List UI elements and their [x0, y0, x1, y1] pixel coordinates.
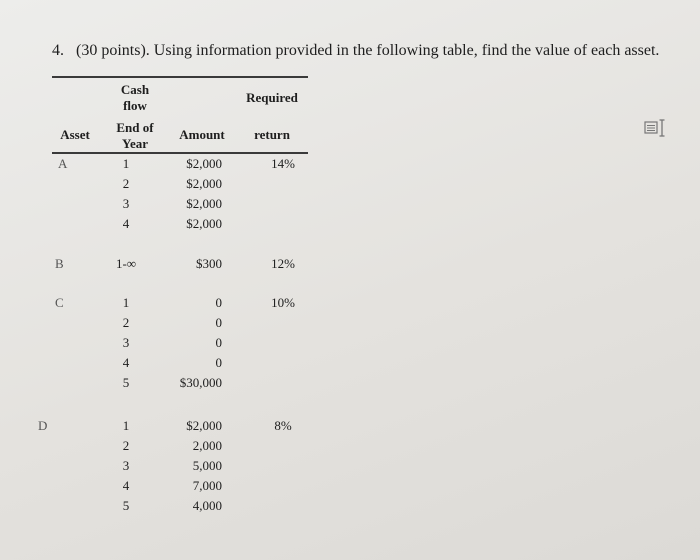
cash-flow-amount: 7,000	[192, 478, 222, 493]
cash-flow-year: 3	[122, 458, 130, 473]
cash-flow-year: 1-∞	[115, 256, 137, 271]
cash-flow-amount: $30,000	[179, 375, 222, 390]
asset-label: C	[55, 295, 64, 310]
cash-flow-amount: $2,000	[186, 418, 222, 433]
cash-flow-amount: 0	[215, 315, 222, 330]
cash-flow-amount: $2,000	[186, 156, 222, 171]
required-return: 12%	[271, 256, 295, 271]
header-return: return	[254, 127, 290, 142]
cash-flow-year: 1	[122, 418, 130, 433]
cash-flow-year: 4	[122, 478, 130, 493]
header-asset: Asset	[60, 127, 90, 142]
required-return: 14%	[271, 156, 295, 171]
cash-flow-year: 3	[122, 335, 130, 350]
required-return: 10%	[271, 295, 295, 310]
cash-flow-amount: 0	[215, 295, 222, 310]
header-end-of-year: End of Year	[116, 120, 154, 151]
required-return: 8%	[274, 418, 292, 433]
question-text	[52, 42, 659, 60]
asset-label: B	[55, 256, 64, 271]
cash-flow-year: 5	[122, 375, 130, 390]
cash-flow-amount: $300	[196, 256, 222, 271]
text-insert-icon[interactable]	[644, 118, 668, 143]
cash-flow-year: 1	[122, 295, 130, 310]
asset-label: A	[58, 156, 68, 171]
cash-flow-amount: $2,000	[186, 176, 222, 191]
asset-label: D	[38, 418, 48, 433]
cash-flow-year: 3	[122, 196, 130, 211]
cash-flow-year: 2	[122, 438, 130, 453]
header-cash-flow: Cash flow	[120, 82, 150, 113]
cash-flow-year: 4	[122, 216, 130, 231]
table-header-rule	[52, 152, 308, 154]
cash-flow-year: 2	[122, 176, 130, 191]
cash-flow-year: 2	[122, 315, 130, 330]
cash-flow-amount: 4,000	[192, 498, 222, 513]
cash-flow-year: 5	[122, 498, 130, 513]
cash-flow-year: 1	[122, 156, 130, 171]
cash-flow-year: 4	[122, 355, 130, 370]
header-required: Required	[246, 90, 298, 105]
question-number: 4.	[52, 42, 64, 59]
cash-flow-amount: 0	[215, 355, 222, 370]
header-amount: Amount	[179, 127, 225, 142]
cash-flow-amount: 5,000	[192, 458, 222, 473]
cash-flow-amount: $2,000	[186, 196, 222, 211]
cash-flow-amount: 2,000	[192, 438, 222, 453]
question-body: Using information provided in the following table, find the value of each asset.	[153, 42, 660, 59]
question-points: (30 points).	[76, 42, 150, 59]
table-top-rule	[52, 76, 308, 78]
cash-flow-amount: $2,000	[186, 216, 222, 231]
cash-flow-amount: 0	[215, 335, 222, 350]
